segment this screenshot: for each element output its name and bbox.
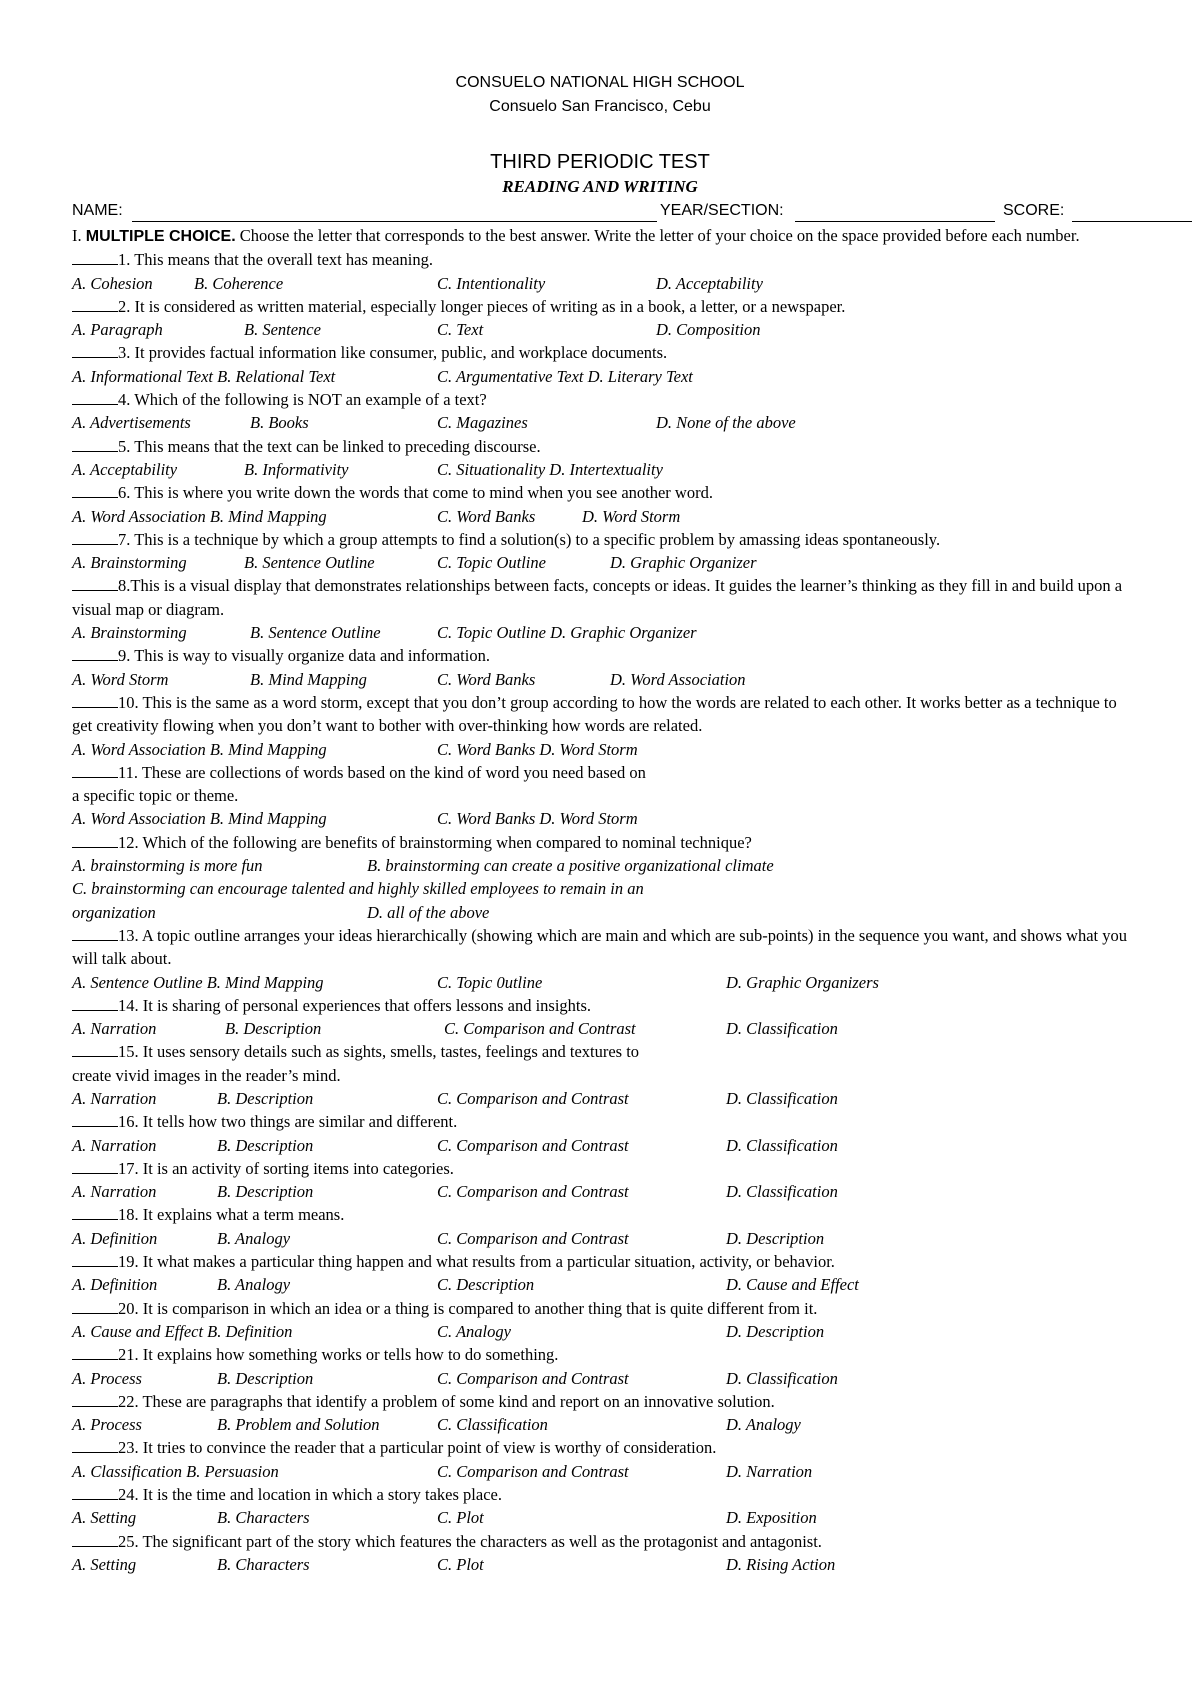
- question-stem: 5. This means that the text can be linked to preceding discourse.: [118, 436, 541, 456]
- option-row: [72, 877, 1132, 900]
- answer-option: D. Composition: [656, 320, 761, 340]
- answer-option: B. Analogy: [217, 1228, 291, 1248]
- answer-option: C. Comparison and Contrast: [437, 1088, 629, 1108]
- answer-option: B. Sentence: [244, 320, 321, 340]
- answer-option: D. Description: [726, 1228, 825, 1248]
- option-row: [72, 807, 1132, 830]
- question-stem: 22. These are paragraphs that identify a problem of some kind and report on an innovative solution.: [118, 1391, 775, 1411]
- option-row: [72, 1506, 1132, 1529]
- answer-blank[interactable]: [72, 763, 118, 778]
- option-row: [72, 1553, 1132, 1576]
- question-stem: 17. It is an activity of sorting items into categories.: [118, 1158, 454, 1178]
- answer-blank[interactable]: [72, 530, 118, 545]
- question-item: [72, 1390, 1132, 1413]
- answer-option: D. Graphic Organizer: [610, 553, 757, 573]
- question-item: [72, 1483, 1132, 1506]
- answer-option: A. Brainstorming: [72, 623, 187, 643]
- score-field[interactable]: [1072, 221, 1192, 222]
- answer-blank[interactable]: [72, 390, 118, 405]
- answer-option: C. Classification: [437, 1415, 548, 1435]
- question-stem: 24. It is the time and location in which a story takes place.: [118, 1485, 502, 1505]
- question-item: [72, 644, 1132, 667]
- answer-option: A. Definition: [72, 1275, 158, 1295]
- answer-blank[interactable]: [72, 1252, 118, 1267]
- school-address: Consuelo San Francisco, Cebu: [489, 98, 711, 115]
- answer-blank[interactable]: [72, 1485, 118, 1500]
- answer-option: D. Classification: [726, 1135, 838, 1155]
- answer-option: A. brainstorming is more fun: [72, 856, 263, 876]
- answer-option: C. Comparison and Contrast: [437, 1228, 629, 1248]
- answer-option: A. Word Association B. Mind Mapping: [72, 809, 327, 829]
- option-row: [72, 854, 1132, 877]
- answer-blank[interactable]: [72, 693, 118, 708]
- question-item: [72, 1157, 1132, 1180]
- test-title: THIRD PERIODIC TEST: [490, 151, 710, 173]
- question-stem: 19. It what makes a particular thing happen and what results from a particular situation, activity, or behavior.: [118, 1252, 835, 1272]
- answer-option: D. Rising Action: [726, 1554, 836, 1574]
- question-stem-continued: create vivid images in the reader’s mind.: [72, 1065, 341, 1085]
- question-stem: 21. It explains how something works or tells how to do something.: [118, 1345, 559, 1365]
- question-item: [72, 1436, 1132, 1459]
- answer-option: A. Narration: [72, 1088, 157, 1108]
- answer-option: D. Classification: [726, 1088, 838, 1108]
- option-row: [72, 458, 1132, 481]
- answer-option: C. Word Banks D. Word Storm: [437, 809, 638, 829]
- option-row: [72, 318, 1132, 341]
- answer-option: C. Comparison and Contrast: [437, 1135, 629, 1155]
- answer-blank[interactable]: [72, 343, 118, 358]
- answer-option: B. Sentence Outline: [244, 553, 375, 573]
- name-label: NAME:: [72, 202, 123, 219]
- question-stem: 2. It is considered as written material, especially longer pieces of writing as in a book, a letter, or a newspaper.: [118, 296, 846, 316]
- option-row: [72, 668, 1132, 691]
- answer-option: C. Word Banks D. Word Storm: [437, 739, 638, 759]
- answer-option: C. Word Banks: [437, 669, 536, 689]
- answer-option: B. Description: [217, 1088, 314, 1108]
- question-item: [72, 691, 1132, 738]
- option-row: [72, 551, 1132, 574]
- answer-option: B. Characters: [217, 1554, 310, 1574]
- option-row: [72, 1413, 1132, 1436]
- option-row: [72, 1227, 1132, 1250]
- option-row: [72, 901, 1132, 924]
- option-row: [72, 1134, 1132, 1157]
- answer-option: D. Acceptability: [656, 273, 763, 293]
- option-row: [72, 272, 1132, 295]
- instructions-text: Choose the letter that corresponds to the best answer. Write the letter of your choice on the space provided before each number.: [239, 226, 1080, 245]
- answer-option: D. Classification: [726, 1368, 838, 1388]
- option-row: [72, 1320, 1132, 1343]
- answer-option: A. Narration: [72, 1182, 157, 1202]
- answer-option: A. Setting: [72, 1508, 137, 1528]
- answer-option: D. None of the above: [656, 413, 796, 433]
- school-name: CONSUELO NATIONAL HIGH SCHOOL: [455, 74, 745, 91]
- test-body: [72, 224, 1132, 1576]
- answer-option: D. Analogy: [726, 1415, 801, 1435]
- answer-blank[interactable]: [72, 1438, 118, 1453]
- question-stem: 4. Which of the following is NOT an example of a text?: [118, 390, 487, 410]
- answer-option: A. Acceptability: [72, 459, 178, 479]
- answer-blank[interactable]: [72, 576, 118, 591]
- question-item: [72, 1343, 1132, 1366]
- answer-option: B. Characters: [217, 1508, 310, 1528]
- answer-option: A. Word Association B. Mind Mapping: [72, 739, 327, 759]
- question-item: [72, 761, 1132, 784]
- question-stem: 13. A topic outline arranges your ideas hierarchically (showing which are main and which are sub-points) in the sequence you want, and shows what you will talk about.: [72, 925, 1127, 969]
- question-stem: 23. It tries to convince the reader that a particular point of view is worthy of consideration.: [118, 1438, 717, 1458]
- question-item: [72, 574, 1132, 621]
- answer-option: A. Narration: [72, 1019, 157, 1039]
- question-item: [72, 435, 1132, 458]
- answer-blank[interactable]: [72, 1299, 118, 1314]
- answer-option: A. Definition: [72, 1228, 158, 1248]
- question-stem: 16. It tells how two things are similar and different.: [118, 1112, 458, 1132]
- question-item: [72, 1297, 1132, 1320]
- answer-blank[interactable]: [72, 250, 118, 265]
- question-item: [72, 1203, 1132, 1226]
- question-item: [72, 1110, 1132, 1133]
- option-row: [72, 505, 1132, 528]
- option-row: [72, 1273, 1132, 1296]
- option-row: [72, 365, 1132, 388]
- answer-blank[interactable]: [72, 1392, 118, 1407]
- answer-option: A. Cohesion: [72, 273, 153, 293]
- answer-option: C. Text: [437, 320, 484, 340]
- question-stem-continued: a specific topic or theme.: [72, 786, 239, 806]
- student-info-row: [72, 202, 1132, 224]
- answer-option: B. brainstorming can create a positive organizational climate: [367, 856, 774, 876]
- question-stem: 8.This is a visual display that demonstrates relationships between facts, concepts or ideas. It guides the learner’s thinking as they fill in and build upon a visual map or diagram.: [72, 576, 1123, 619]
- question-stem: 1. This means that the overall text has meaning.: [118, 250, 433, 270]
- answer-blank[interactable]: [72, 646, 118, 661]
- answer-blank[interactable]: [72, 996, 118, 1011]
- instructions-number: I.: [72, 226, 82, 245]
- answer-option: A. Brainstorming: [72, 553, 187, 573]
- question-stem: 3. It provides factual information like consumer, public, and workplace documents.: [118, 343, 668, 363]
- answer-option: D. Graphic Organizers: [726, 972, 879, 992]
- question-item: [72, 1250, 1132, 1273]
- answer-option: C. Plot: [437, 1554, 484, 1574]
- year-section-label: YEAR/SECTION:: [660, 202, 784, 219]
- answer-blank[interactable]: [72, 437, 118, 452]
- answer-option: D. Word Association: [610, 669, 746, 689]
- answer-option: D. Exposition: [726, 1508, 817, 1528]
- option-row: [72, 1180, 1132, 1203]
- option-row: [72, 1460, 1132, 1483]
- answer-option: C. Comparison and Contrast: [437, 1461, 629, 1481]
- answer-option: C. Comparison and Contrast: [437, 1368, 629, 1388]
- answer-option: A. Sentence Outline B. Mind Mapping: [72, 972, 324, 992]
- answer-blank[interactable]: [72, 1532, 118, 1547]
- answer-option: C. Intentionality: [437, 273, 546, 293]
- answer-option: A. Word Storm: [72, 669, 169, 689]
- answer-option: C. Analogy: [437, 1321, 511, 1341]
- question-stem: 14. It is sharing of personal experiences that offers lessons and insights.: [118, 995, 592, 1015]
- answer-option: A. Narration: [72, 1135, 157, 1155]
- answer-option: C. Magazines: [437, 413, 528, 433]
- answer-option: B. Problem and Solution: [217, 1415, 380, 1435]
- answer-option: C. Word Banks: [437, 506, 536, 526]
- answer-option: B. Description: [217, 1368, 314, 1388]
- answer-option: C. Description: [437, 1275, 535, 1295]
- answer-option: B. Description: [225, 1019, 322, 1039]
- answer-option: A. Process: [72, 1368, 142, 1388]
- answer-blank[interactable]: [72, 1042, 118, 1057]
- question-item: [72, 481, 1132, 504]
- answer-option: D. Cause and Effect: [726, 1275, 859, 1295]
- answer-option: A. Word Association B. Mind Mapping: [72, 506, 327, 526]
- option-row: [72, 738, 1132, 761]
- answer-blank[interactable]: [72, 483, 118, 498]
- subject-title: READING AND WRITING: [502, 177, 698, 196]
- option-row: [72, 621, 1132, 644]
- score-label: SCORE:: [1003, 202, 1065, 219]
- answer-option: B. Analogy: [217, 1275, 291, 1295]
- option-row: [72, 971, 1132, 994]
- question-item: [72, 388, 1132, 411]
- answer-option: A. Informational Text B. Relational Text: [72, 366, 336, 386]
- answer-option: B. Informativity: [244, 459, 349, 479]
- option-row: [72, 1367, 1132, 1390]
- answer-option: B. Sentence Outline: [250, 623, 381, 643]
- question-stem: 11. These are collections of words based on the kind of word you need based on: [118, 762, 646, 782]
- answer-blank[interactable]: [72, 1205, 118, 1220]
- name-field[interactable]: [132, 221, 657, 222]
- answer-option: B. Description: [217, 1182, 314, 1202]
- answer-blank[interactable]: [72, 297, 118, 312]
- option-row: [72, 1017, 1132, 1040]
- answer-option: C. Plot: [437, 1508, 484, 1528]
- answer-option: C. brainstorming can encourage talented and highly skilled employees to remain in an: [72, 879, 644, 899]
- answer-blank[interactable]: [72, 1159, 118, 1174]
- answer-option: A. Paragraph: [72, 320, 163, 340]
- question-stem: 12. Which of the following are benefits of brainstorming when compared to nominal technique?: [118, 832, 752, 852]
- question-stem: 15. It uses sensory details such as sights, smells, tastes, feelings and textures to: [118, 1042, 640, 1062]
- answer-option: A. Classification B. Persuasion: [72, 1461, 279, 1481]
- answer-option: B. Coherence: [194, 273, 284, 293]
- option-row: [72, 1087, 1132, 1110]
- question-item: [72, 831, 1132, 854]
- question-item: [72, 1530, 1132, 1553]
- answer-option: C. Situationality D. Intertextuality: [437, 459, 663, 479]
- option-row: [72, 411, 1132, 434]
- question-item: [72, 1040, 1132, 1063]
- question-item: [72, 341, 1132, 364]
- answer-option: D. Classification: [726, 1019, 838, 1039]
- answer-option: organization: [72, 902, 156, 922]
- answer-option: A. Process: [72, 1415, 142, 1435]
- question-stem: 20. It is comparison in which an idea or a thing is compared to another thing that is quite different from it.: [118, 1298, 818, 1318]
- answer-blank[interactable]: [72, 1112, 118, 1127]
- answer-option: C. Comparison and Contrast: [437, 1182, 629, 1202]
- answer-option: C. Comparison and Contrast: [444, 1019, 636, 1039]
- question-stem: 25. The significant part of the story which features the characters as well as the protagonist and antagonist.: [118, 1531, 822, 1551]
- question-item: [72, 994, 1132, 1017]
- answer-option: A. Setting: [72, 1554, 137, 1574]
- question-stem: 7. This is a technique by which a group attempts to find a solution(s) to a specific problem by amassing ideas spontaneously.: [118, 529, 941, 549]
- answer-option: C. Topic Outline: [437, 553, 546, 573]
- year-section-field[interactable]: [795, 221, 995, 222]
- answer-blank[interactable]: [72, 833, 118, 848]
- answer-option: D. all of the above: [367, 902, 490, 922]
- answer-option: B. Mind Mapping: [250, 669, 367, 689]
- answer-option: D. Classification: [726, 1182, 838, 1202]
- answer-option: B. Description: [217, 1135, 314, 1155]
- answer-blank[interactable]: [72, 926, 118, 941]
- question-item: [72, 528, 1132, 551]
- question-stem: 9. This is way to visually organize data and information.: [118, 646, 490, 666]
- answer-option: A. Cause and Effect B. Definition: [72, 1321, 293, 1341]
- instructions-heading: MULTIPLE CHOICE.: [85, 228, 236, 245]
- question-stem: 10. This is the same as a word storm, except that you don’t group according to how the words are related to each other. It works better as a technique to get creativity flowing when you don’t want to bother with over-thinking how words are related.: [72, 692, 1117, 736]
- question-item: [72, 248, 1132, 271]
- answer-option: D. Word Storm: [582, 506, 681, 526]
- answer-option: D. Description: [726, 1321, 825, 1341]
- answer-option: A. Advertisements: [72, 413, 191, 433]
- question-stem: 18. It explains what a term means.: [118, 1205, 345, 1225]
- answer-option: C. Topic Outline D. Graphic Organizer: [437, 623, 697, 643]
- instructions: [72, 224, 1132, 248]
- answer-option: C. Topic 0utline: [437, 972, 543, 992]
- answer-blank[interactable]: [72, 1345, 118, 1360]
- answer-option: D. Narration: [726, 1461, 813, 1481]
- question-item: [72, 295, 1132, 318]
- question-stem: 6. This is where you write down the words that come to mind when you see another word.: [118, 483, 713, 503]
- question-item: [72, 924, 1132, 971]
- answer-option: C. Argumentative Text D. Literary Text: [437, 366, 693, 386]
- answer-option: B. Books: [250, 413, 309, 433]
